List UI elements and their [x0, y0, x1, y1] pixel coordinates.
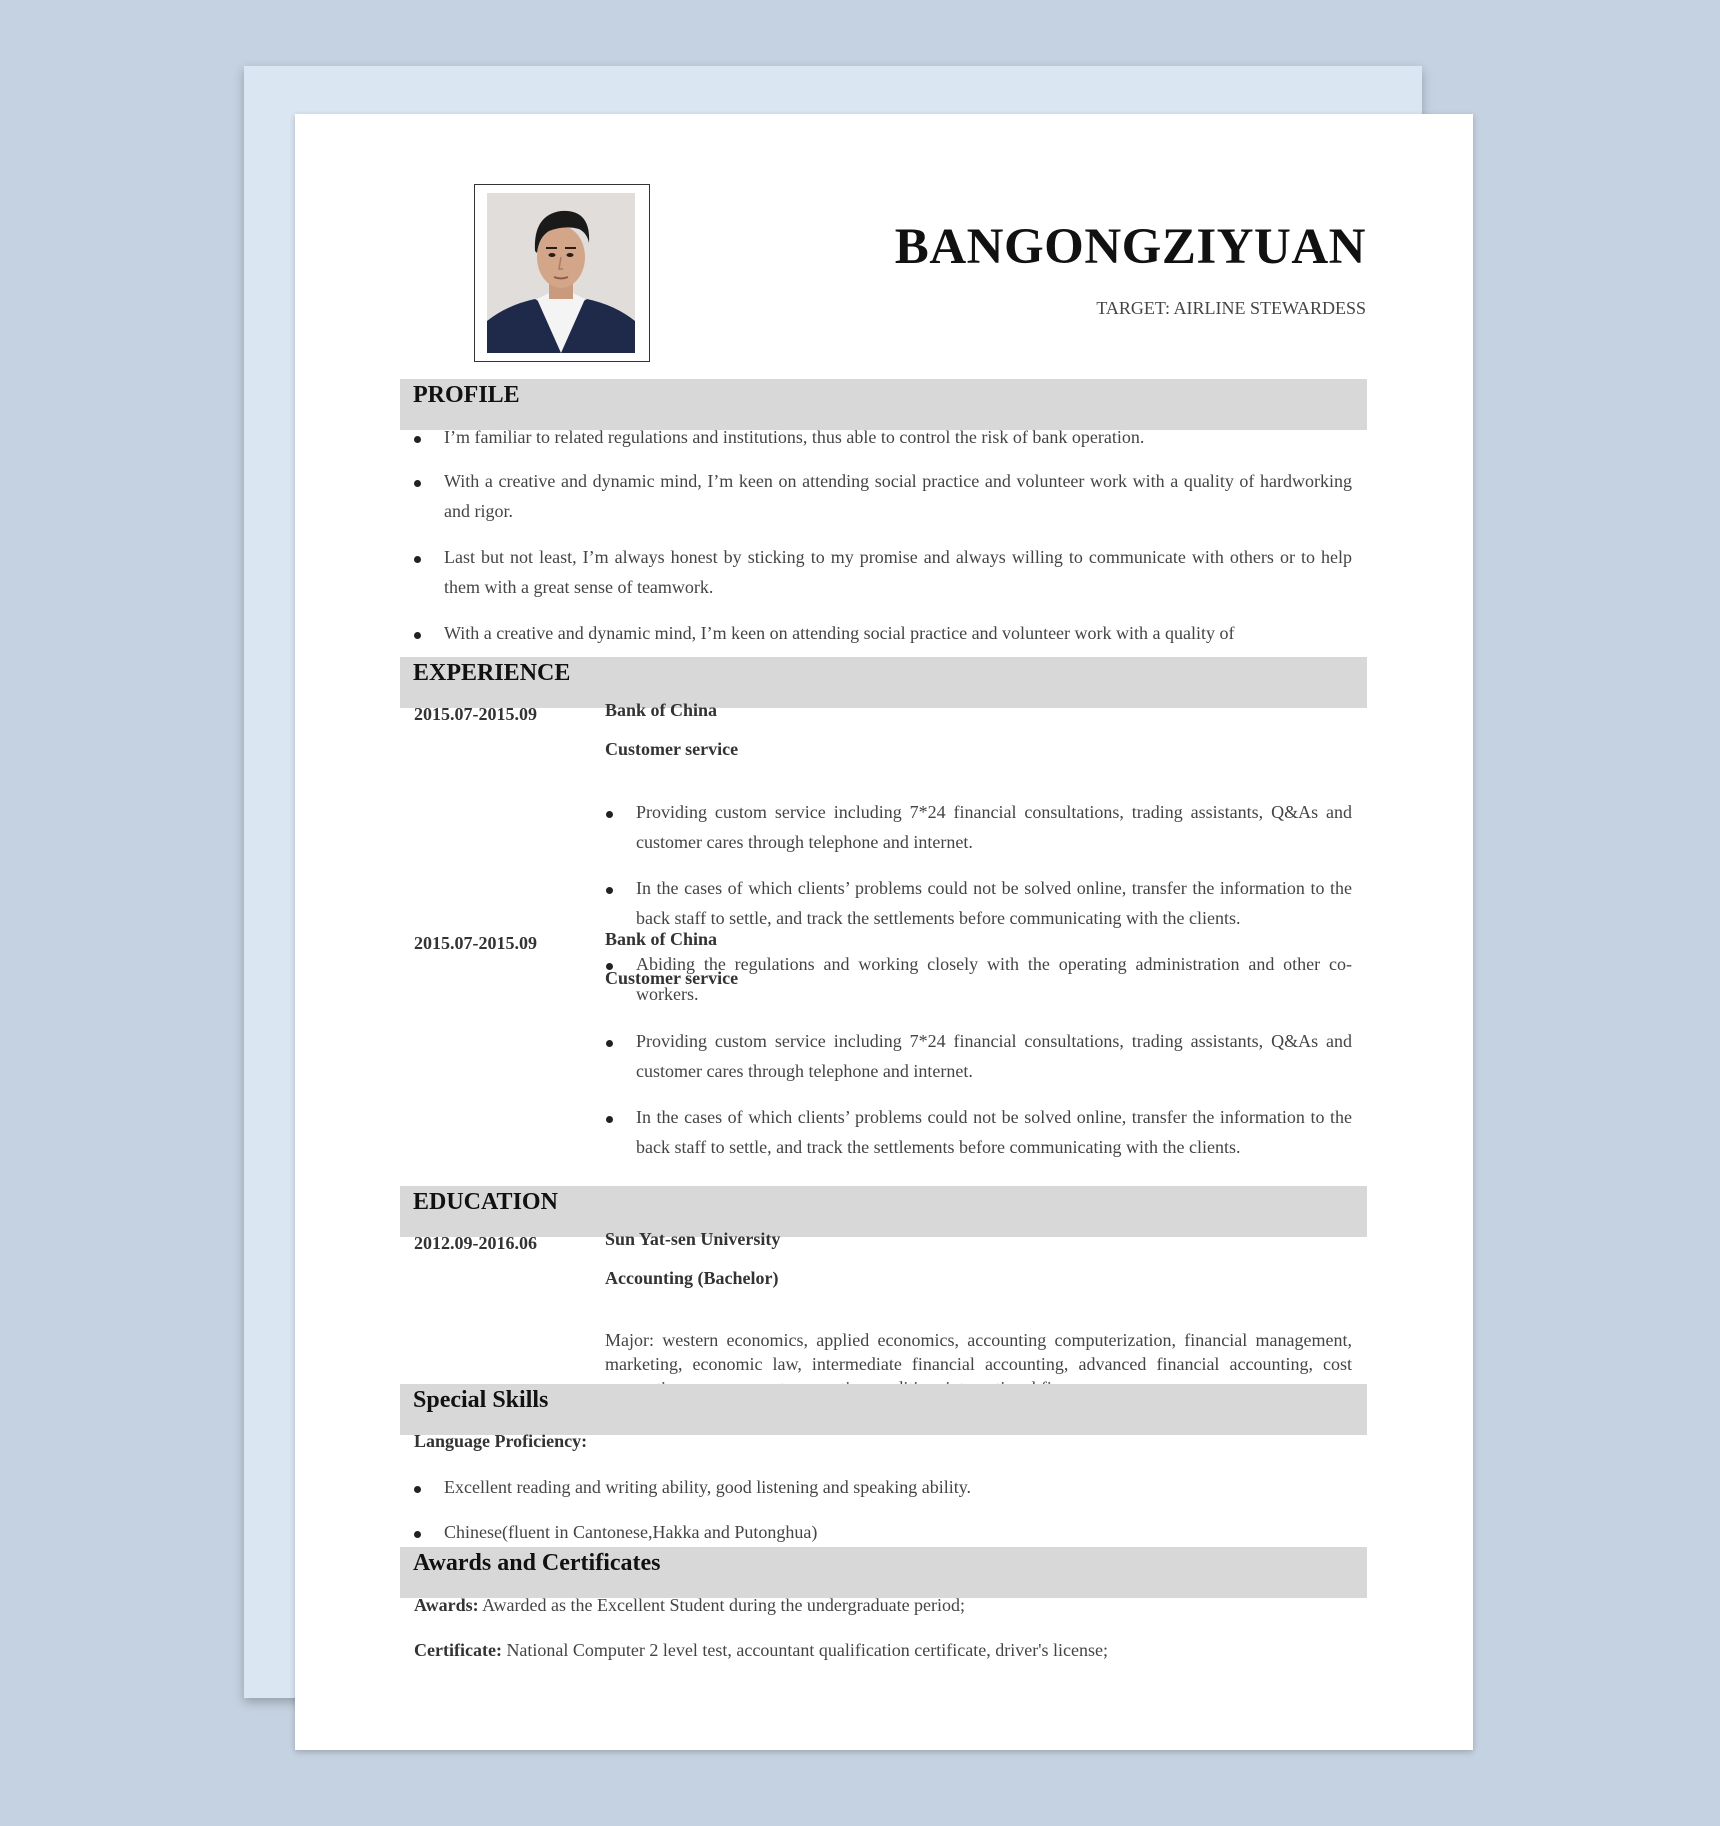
awards-label: Awards: — [414, 1595, 479, 1615]
profile-heading: PROFILE — [413, 382, 520, 408]
bullet-icon — [414, 632, 421, 639]
certificate-label: Certificate: — [414, 1640, 502, 1660]
certificate-text: National Computer 2 level test, accountant qualification certificate, driver's license; — [501, 1640, 1108, 1660]
bullet-icon — [606, 887, 613, 894]
portrait-image — [487, 193, 635, 353]
list-item: In the cases of which clients’ problems could not be solved online, transfer the information to the back staff to settle, and track the settlements before communicating with the clients. — [636, 1107, 1352, 1157]
awards-text: Awarded as the Excellent Student during the undergraduate period; — [478, 1595, 966, 1615]
bullet-icon — [414, 1486, 421, 1493]
experience-date: 2015.07-2015.09 — [414, 933, 537, 953]
list-item: I’m familiar to related regulations and institutions, thus able to control the risk of bank operation. — [444, 427, 1145, 447]
education-major-clip — [605, 1328, 1352, 1374]
education-heading: EDUCATION — [413, 1189, 558, 1215]
candidate-name: BANGONGZIYUAN — [894, 219, 1366, 275]
bullet-icon — [606, 1116, 613, 1123]
list-item: Providing custom service including 7*24 financial consultations, trading assistants, Q&As and customer cares through telephone and internet. — [636, 802, 1352, 852]
bullet-icon — [414, 436, 421, 443]
skills-subtitle: Language Proficiency: — [414, 1431, 588, 1451]
certificate-line — [414, 1635, 1354, 1665]
list-item: Abiding the regulations and working closely with the operating administration and other co-workers. — [636, 954, 1352, 1004]
bullet-icon — [606, 811, 613, 818]
experience-role: Customer service — [605, 968, 739, 988]
job-target: TARGET: AIRLINE STEWARDESS — [1096, 298, 1366, 318]
experience-company: Bank of China — [605, 700, 718, 720]
bullet-icon — [414, 556, 421, 563]
experience-role: Customer service — [605, 739, 739, 759]
list-item: In the cases of which clients’ problems could not be solved online, transfer the information to the back staff to settle, and track the settlements before communicating with the clients. — [636, 878, 1352, 928]
list-item: Excellent reading and writing ability, good listening and speaking ability. — [444, 1477, 972, 1497]
list-item: Chinese(fluent in Cantonese,Hakka and Putonghua) — [444, 1522, 818, 1542]
list-item: Last but not least, I’m always honest by sticking to my promise and always willing to communicate with others or to help them with a great sense of teamwork. — [444, 547, 1352, 597]
education-date: 2012.09-2016.06 — [414, 1233, 537, 1253]
bullet-icon — [606, 1040, 613, 1047]
awards-heading: Awards and Certificates — [413, 1550, 661, 1576]
resume-page — [295, 114, 1473, 1750]
bullet-icon — [414, 1531, 421, 1538]
list-item: With a creative and dynamic mind, I’m keen on attending social practice and volunteer work with a quality of hardworking and rigor. — [444, 471, 1352, 521]
awards-line — [414, 1590, 1354, 1620]
list-item: With a creative and dynamic mind, I’m keen on attending social practice and volunteer work with a quality of — [444, 623, 1235, 643]
bullet-icon — [414, 480, 421, 487]
profile-photo — [474, 184, 650, 362]
education-degree: Accounting (Bachelor) — [605, 1268, 779, 1288]
education-major: Major: western economics, applied economics, accounting computerization, financial management, marketing, economic law, intermediate financial accounting, advanced financial accounting, cost — [605, 1330, 1352, 1374]
experience-date: 2015.07-2015.09 — [414, 704, 537, 724]
experience-heading: EXPERIENCE — [413, 660, 571, 686]
education-school: Sun Yat-sen University — [605, 1229, 781, 1249]
list-item: Providing custom service including 7*24 financial consultations, trading assistants, Q&As and customer cares through telephone and internet. — [636, 1031, 1352, 1081]
skills-heading: Special Skills — [413, 1387, 549, 1413]
experience-company: Bank of China — [605, 929, 718, 949]
